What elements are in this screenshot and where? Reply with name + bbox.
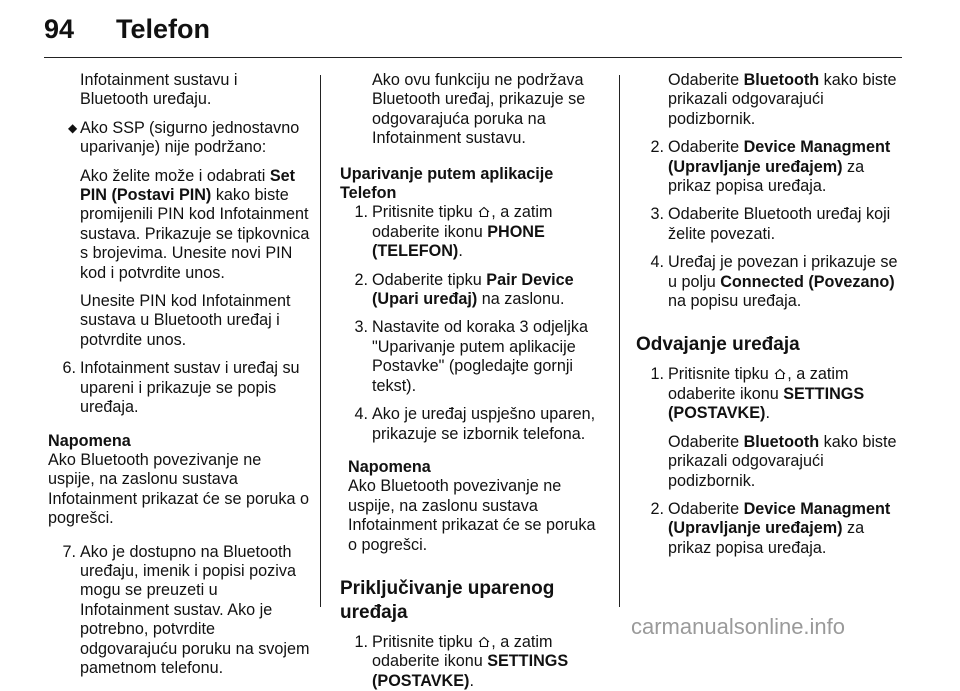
paragraph: Odaberite Bluetooth kako biste prikazali odgovarajući podizbornik. — [668, 432, 897, 490]
section-heading: Odvajanje uređaja — [636, 334, 800, 356]
item-text: Ako je uređaj uspješno uparen, prikazuje se izbornik telefona. — [372, 405, 596, 443]
list-item: 3. Nastavite od koraka 3 odjeljka "Uparivanje putem aplikacije Postavke" (pogledajte gornji tekst). — [340, 318, 608, 396]
column-1 — [48, 71, 310, 678]
home-icon — [773, 367, 787, 381]
item-text: Odaberite Device Managment (Upravljanje uređajem) za prikaz popisa uređaja. — [668, 138, 891, 196]
item-text: Odaberite Bluetooth uređaj koji želite povezati. — [668, 205, 891, 243]
list-item — [48, 119, 310, 158]
section-heading: Priključivanje uparenog uređaja — [340, 577, 555, 623]
item-text: Odaberite tipku Pair Device (Upari uređaj) na zaslonu. — [372, 270, 574, 309]
list-item: 4. Uređaj je povezan i prikazuje se u polju Connected (Povezano) na popisu uređaja. — [636, 253, 906, 311]
item-number: 6. — [62, 359, 76, 378]
list-item: 3. Odaberite Bluetooth uređaj koji želite povezati. — [636, 205, 906, 244]
continued-text: Odaberite Bluetooth kako biste prikazali odgovarajući podizbornik. — [668, 71, 897, 128]
list-item — [48, 543, 310, 679]
item-text: Nastavite od koraka 3 odjeljka "Uparivanje putem aplikacije Postavke" (pogledajte gornji tekst). — [372, 318, 588, 395]
list-item: 2. Odaberite Device Managment (Upravljanje uređajem) za prikaz popisa uređaja. — [636, 138, 906, 196]
list-item: 2. Odaberite Device Managment (Upravljanje uređajem) za prikaz popisa uređaja. — [636, 500, 906, 558]
note-text: Ako Bluetooth povezivanje ne uspije, na zaslonu sustava Infotainment prikazat će se poruka o pogrešci. — [348, 477, 596, 554]
note-heading: Napomena — [48, 431, 131, 450]
column-2 — [340, 71, 608, 691]
bullet-icon: ◆ — [68, 120, 78, 135]
column-divider-1 — [320, 75, 321, 607]
note-heading: Napomena — [348, 457, 431, 476]
list-item: 4. Ako je uređaj uspješno uparen, prikazuje se izbornik telefona. — [340, 405, 608, 444]
item-text: Infotainment sustav i uređaj su upareni i prikazuje se popis uređaja. — [80, 359, 300, 417]
home-icon — [477, 205, 491, 219]
paragraph: Unesite PIN kod Infotainment sustava u Bluetooth uređaj i potvrdite unos. — [80, 292, 291, 349]
page-title: Telefon — [116, 14, 210, 44]
column-divider-2 — [619, 75, 620, 607]
subheading: Uparivanje putem aplikacije Telefon — [340, 164, 554, 203]
list-item — [48, 359, 310, 417]
note-text: Ako Bluetooth povezivanje ne uspije, na zaslonu sustava Infotainment prikazat će se poruka o pogrešci. — [48, 450, 309, 528]
list-item: 1. Pritisnite tipku , a zatim odaberite ikonu SETTINGS (POSTAVKE). — [340, 633, 608, 691]
item-number: 7. — [62, 542, 76, 561]
page-header — [0, 0, 960, 58]
continued-text: Ako ovu funkciju ne podržava Bluetooth uređaj, prikazuje se odgovarajuća poruka na Infotainment sustavu. — [372, 71, 586, 148]
list-item: 2. Odaberite tipku Pair Device (Upari uređaj) na zaslonu. — [340, 271, 608, 310]
page-number: 94 — [44, 14, 75, 44]
column-3 — [636, 71, 906, 558]
paragraph: Ako želite može i odabrati Set PIN (Postavi PIN) kako biste promijenili PIN kod Infotainment sustava. Prikazuje se tipkovnica s brojevima. Unesite novi PIN kod i potvrdite unos. — [80, 166, 310, 282]
item-text: Uređaj je povezan i prikazuje se u polju Connected (Povezano) na popisu uređaja. — [668, 253, 898, 311]
item-text: Odaberite Device Managment (Upravljanje uređajem) za prikaz popisa uređaja. — [668, 499, 891, 557]
item-text: Pritisnite tipku , a zatim odaberite ikonu SETTINGS (POSTAVKE). — [668, 365, 865, 423]
item-text: Pritisnite tipku , a zatim odaberite ikonu SETTINGS (POSTAVKE). — [372, 632, 569, 690]
bullet-text: Ako SSP (sigurno jednostavno uparivanje) nije podržano: — [80, 118, 300, 157]
header-rule — [44, 57, 902, 58]
item-text: Pritisnite tipku , a zatim odaberite ikonu PHONE (TELEFON). — [372, 203, 553, 261]
list-item: 1. Pritisnite tipku , a zatim odaberite ikonu PHONE (TELEFON). — [340, 203, 608, 261]
item-text: Ako je dostupno na Bluetooth uređaju, imenik i popisi poziva mogu se preuzeti u Infotainment sustav. Ako je potrebno, potvrdite odgovarajuću poruku na svojem pametnom telefonu. — [80, 542, 310, 677]
continued-text: Infotainment sustavu i Bluetooth uređaju. — [80, 71, 238, 109]
list-item: 1. Pritisnite tipku , a zatim odaberite ikonu SETTINGS (POSTAVKE). — [636, 365, 906, 423]
watermark: carmanualsonline.info — [631, 614, 846, 639]
